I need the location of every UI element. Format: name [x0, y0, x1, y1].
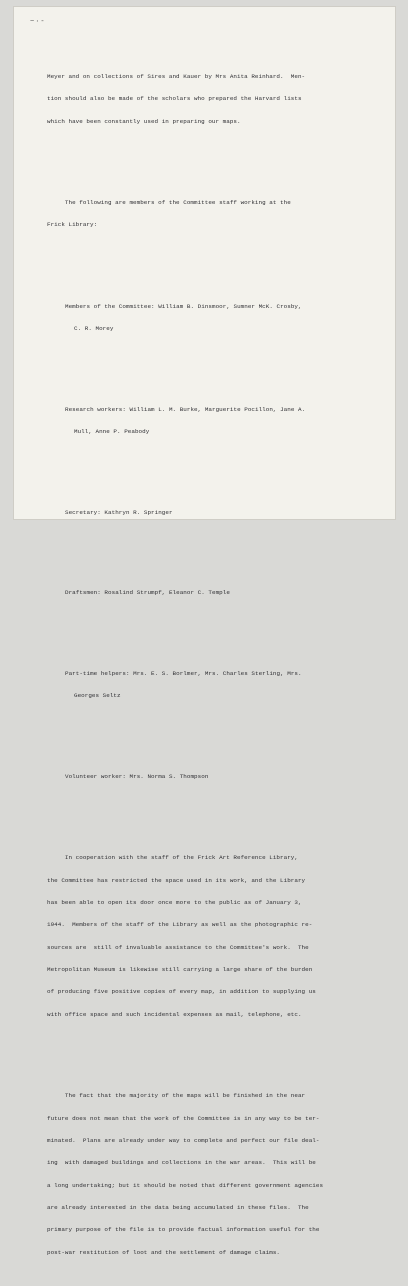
- text-line: Metropolitan Museum is likewise still carrying a large share of the burden: [47, 966, 313, 974]
- text-line: Georges Seltz: [74, 692, 121, 700]
- text-line: Frick Library:: [47, 221, 98, 229]
- text-line: with office space and such incidental expenses as mail, telephone, etc.: [47, 1010, 302, 1018]
- text-line: the Committee has restricted the space used in its work, and the Library: [47, 876, 306, 884]
- text-line: which have been constantly used in preparing our maps.: [47, 117, 241, 125]
- text-line: In cooperation with the staff of the Frick Art Reference Library,: [47, 854, 298, 862]
- text-line: Draftsmen: Rosalind Strumpf, Eleanor C. Temple: [65, 589, 230, 597]
- text-line: has been able to open its door once more to the public as of January 3,: [47, 898, 302, 906]
- staff-volunteer: [47, 758, 377, 795]
- cooperation-paragraph: [47, 839, 377, 1033]
- text-line: Part-time helpers: Mrs. E. S. Borlmer, Mrs. Charles Sterling, Mrs.: [65, 669, 302, 677]
- text-line: primary purpose of the file is to provide factual information useful for the: [47, 1226, 320, 1234]
- staff-secretary: [47, 494, 377, 531]
- text-line: a long undertaking; but it should be noted that different government agencies: [47, 1181, 324, 1189]
- text-line: Members of the Committee: William B. Dinsmoor, Sumner McK. Crosby,: [65, 302, 302, 310]
- header-mark: ~·-: [30, 18, 46, 26]
- text-line: Secretary: Kathryn R. Springer: [65, 508, 173, 516]
- text-line: The fact that the majority of the maps will be finished in the near: [47, 1092, 306, 1100]
- intro-paragraph: [47, 58, 377, 140]
- document-page: [14, 7, 395, 1256]
- staff-part-time-helpers: [47, 655, 377, 715]
- text-line: sources are still of invaluable assistance to the Committee's work. The: [47, 943, 309, 951]
- text-line: future does not mean that the work of the Committee is in any way to be ter-: [47, 1114, 320, 1122]
- staff-intro-paragraph: [47, 184, 377, 244]
- staff-members: [47, 288, 377, 348]
- text-line: of producing five positive copies of every map, in addition to supplying us: [47, 988, 316, 996]
- text-line: Meyer and on collections of Sires and Kauer by Mrs Anita Reinhard. Men-: [47, 72, 306, 80]
- text-line: ing with damaged buildings and collections in the war areas. This will be: [47, 1159, 316, 1167]
- text-line: C. R. Morey: [74, 325, 114, 333]
- text-line: tion should also be made of the scholars who prepared the Harvard lists: [47, 95, 302, 103]
- text-line: post-war restitution of loot and the settlement of damage claims.: [47, 1248, 281, 1256]
- text-line: Mull, Anne P. Peabody: [74, 428, 150, 436]
- text-line: Volunteer worker: Mrs. Norma S. Thompson: [65, 772, 209, 780]
- text-line: minated. Plans are already under way to complete and perfect our file deal-: [47, 1136, 320, 1144]
- staff-draftsmen: [47, 574, 377, 611]
- text-line: The following are members of the Committee staff working at the: [47, 199, 291, 207]
- document-body: [47, 43, 377, 1286]
- staff-research-workers: [47, 391, 377, 451]
- text-line: Research workers: William L. M. Burke, Marguerite Pocillon, Jane A.: [65, 405, 306, 413]
- conclusion-paragraph: [47, 1077, 377, 1271]
- text-line: are already interested in the data being accumulated in these files. The: [47, 1204, 309, 1212]
- text-line: 1944. Members of the staff of the Library as well as the photographic re-: [47, 921, 313, 929]
